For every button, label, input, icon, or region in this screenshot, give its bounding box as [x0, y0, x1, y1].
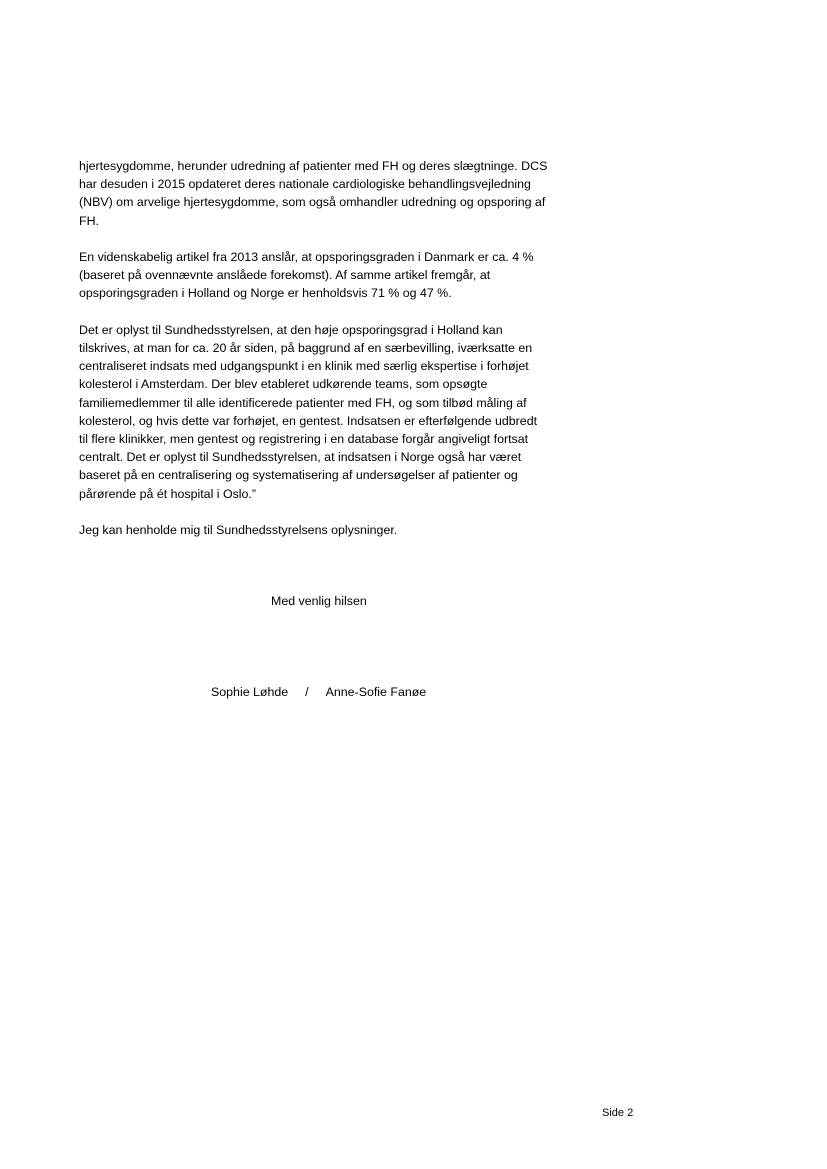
text-line: En videnskabelig artikel fra 2013 anslår, at opsporingsgraden i Danmark er ca. 4 % [79, 250, 534, 264]
text-line: kolesterol i Amsterdam. Der blev etableret udkørende teams, som opsøgte [79, 377, 488, 392]
text-line: FH. [79, 213, 99, 228]
text-line: har desuden i 2015 opdateret deres nationale cardiologiske behandlingsvejledning [79, 177, 531, 192]
paragraph-3 [79, 321, 569, 503]
text-line: Det er oplyst til Sundhedsstyrelsen, at den høje opsporingsgrad i Holland kan [79, 322, 503, 337]
closing-salutation: Med venlig hilsen [271, 594, 367, 608]
text-line: pårørende på ét hospital i Oslo.” [79, 486, 257, 501]
text-line: (NBV) om arvelige hjertesygdomme, som også omhandler udredning og opsporing af [79, 195, 546, 210]
text-line: til flere klinikker, men gentest og registrering i en database forgår angiveligt fortsat [79, 432, 529, 447]
text-line: kolesterol, og hvis dette var forhøjet, en gentest. Indsatsen er efterfølgende udbredt [79, 413, 538, 428]
letter-body [79, 157, 569, 557]
signatory-separator: / [305, 685, 309, 699]
text-line: baseret på en centralisering og systematisering af undersøgelser af patienter og [79, 468, 518, 483]
signatory-name: Anne-Sofie Fanøe [325, 685, 427, 699]
text-line: familiemedlemmer til alle identificerede patienter med FH, og som tilbød måling af [79, 395, 527, 410]
text-line: tilskrives, at man for ca. 20 år siden, på baggrund af en særbevilling, iværksatte en [79, 341, 533, 355]
text-line: Jeg kan henholde mig til Sundhedsstyrelsens oplysninger. [79, 523, 398, 538]
text-line: centralt. Det er oplyst til Sundhedsstyrelsen, at indsatsen i Norge også har været [79, 450, 522, 465]
text-line: hjertesygdomme, herunder udredning af patienter med FH og deres slægtninge. DCS [79, 159, 548, 173]
text-line: centraliseret indsats med udgangspunkt i en klinik med særlig ekspertise i forhøjet [79, 359, 529, 374]
text-line: (baseret på ovennævnte anslåede forekomst). Af samme artikel fremgår, at [79, 268, 491, 283]
page-number: Side 2 [602, 1107, 634, 1119]
paragraph-1 [79, 157, 569, 230]
signatories [211, 683, 426, 701]
paragraph-4 [79, 521, 569, 539]
text-line: opsporingsgraden i Holland og Norge er henholdsvis 71 % og 47 %. [79, 286, 452, 301]
signatory-name: Sophie Løhde [211, 685, 289, 699]
paragraph-2 [79, 248, 569, 303]
